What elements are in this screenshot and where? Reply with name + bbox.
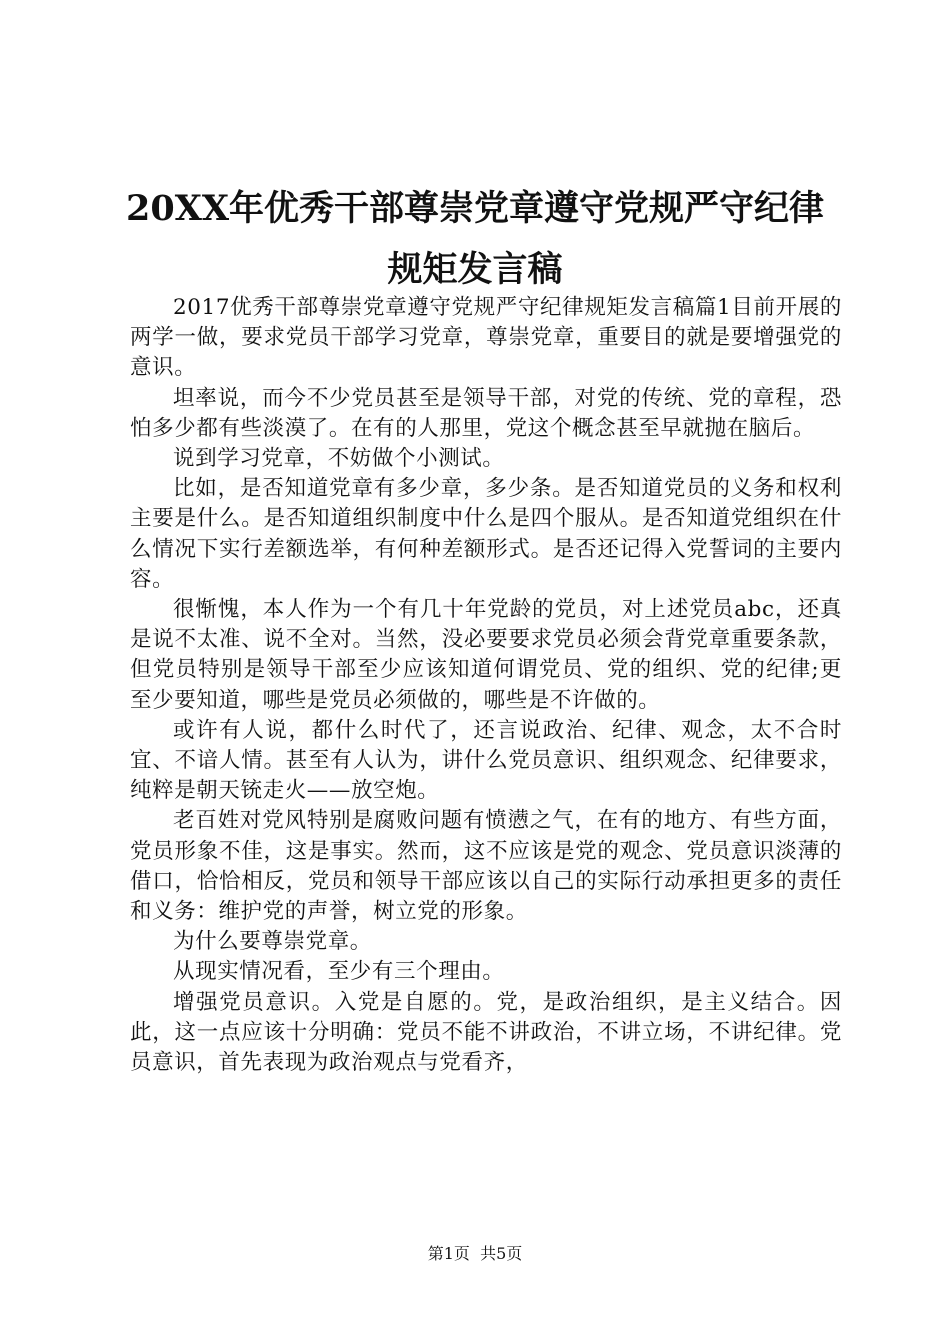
total-page-count: 共5页	[480, 1244, 523, 1263]
paragraph-4: 比如，是否知道党章有多少章，多少条。是否知道党员的义务和权利主要是什么。是否知道组织制度中什么是四个服从。是否知道党组织在什么情况下实行差额选举，有何种差额形式。是否还记得入党誓词的主要内容。	[130, 476, 842, 592]
paragraph-10: 增强党员意识。入党是自愿的。党，是政治组织，是主义结合。因此，这一点应该十分明确：党员不能不讲政治，不讲立场，不讲纪律。党员意识，首先表现为政治观点与党看齐，	[130, 989, 842, 1076]
paragraph-1: 2017优秀干部尊崇党章遵守党规严守纪律规矩发言稿篇1目前开展的两学一做，要求党员干部学习党章，尊崇党章，重要目的就是要增强党的意识。	[130, 295, 842, 381]
paragraph-8: 为什么要尊崇党章。	[173, 929, 372, 955]
document-body	[130, 293, 842, 1078]
paragraph-2: 坦率说，而今不少党员甚至是领导干部，对党的传统、党的章程，恐怕多少都有些淡漠了。在有的人那里，党这个概念甚至早就抛在脑后。	[130, 385, 842, 441]
document-title-line-2: 规矩发言稿	[387, 249, 563, 290]
document-title-line-1: 20XX年优秀干部尊崇党章遵守党规严守纪律	[125, 188, 825, 229]
paragraph-7: 老百姓对党风特别是腐败问题有愤懑之气，在有的地方、有些方面，党员形象不佳，这是事实。然而，这不应该是党的观念、党员意识淡薄的借口，恰恰相反，党员和领导干部应该以自己的实际行动承担更多的责任和义务：维护党的声誉，树立党的形象。	[130, 808, 842, 925]
page-footer	[0, 1244, 950, 1264]
paragraph-3: 说到学习党章，不妨做个小测试。	[173, 446, 505, 472]
footer-separator	[470, 1244, 480, 1263]
paragraph-9: 从现实情况看，至少有三个理由。	[173, 959, 505, 985]
paragraph-6: 或许有人说，都什么时代了，还言说政治、纪律、观念，太不合时宜、不谙人情。甚至有人认为，讲什么党员意识、组织观念、纪律要求，纯粹是朝天铳走火——放空炮。	[130, 717, 842, 804]
paragraph-5: 很惭愧，本人作为一个有几十年党龄的党员，对上述党员abc，还真是说不太准、说不全对。当然，没必要要求党员必须会背党章重要条款，但党员特别是领导干部至少应该知道何谓党员、党的组织、党的纪律;更至少要知道，哪些是党员必须做的，哪些是不许做的。	[130, 597, 842, 713]
current-page-number: 第1页	[427, 1244, 470, 1263]
